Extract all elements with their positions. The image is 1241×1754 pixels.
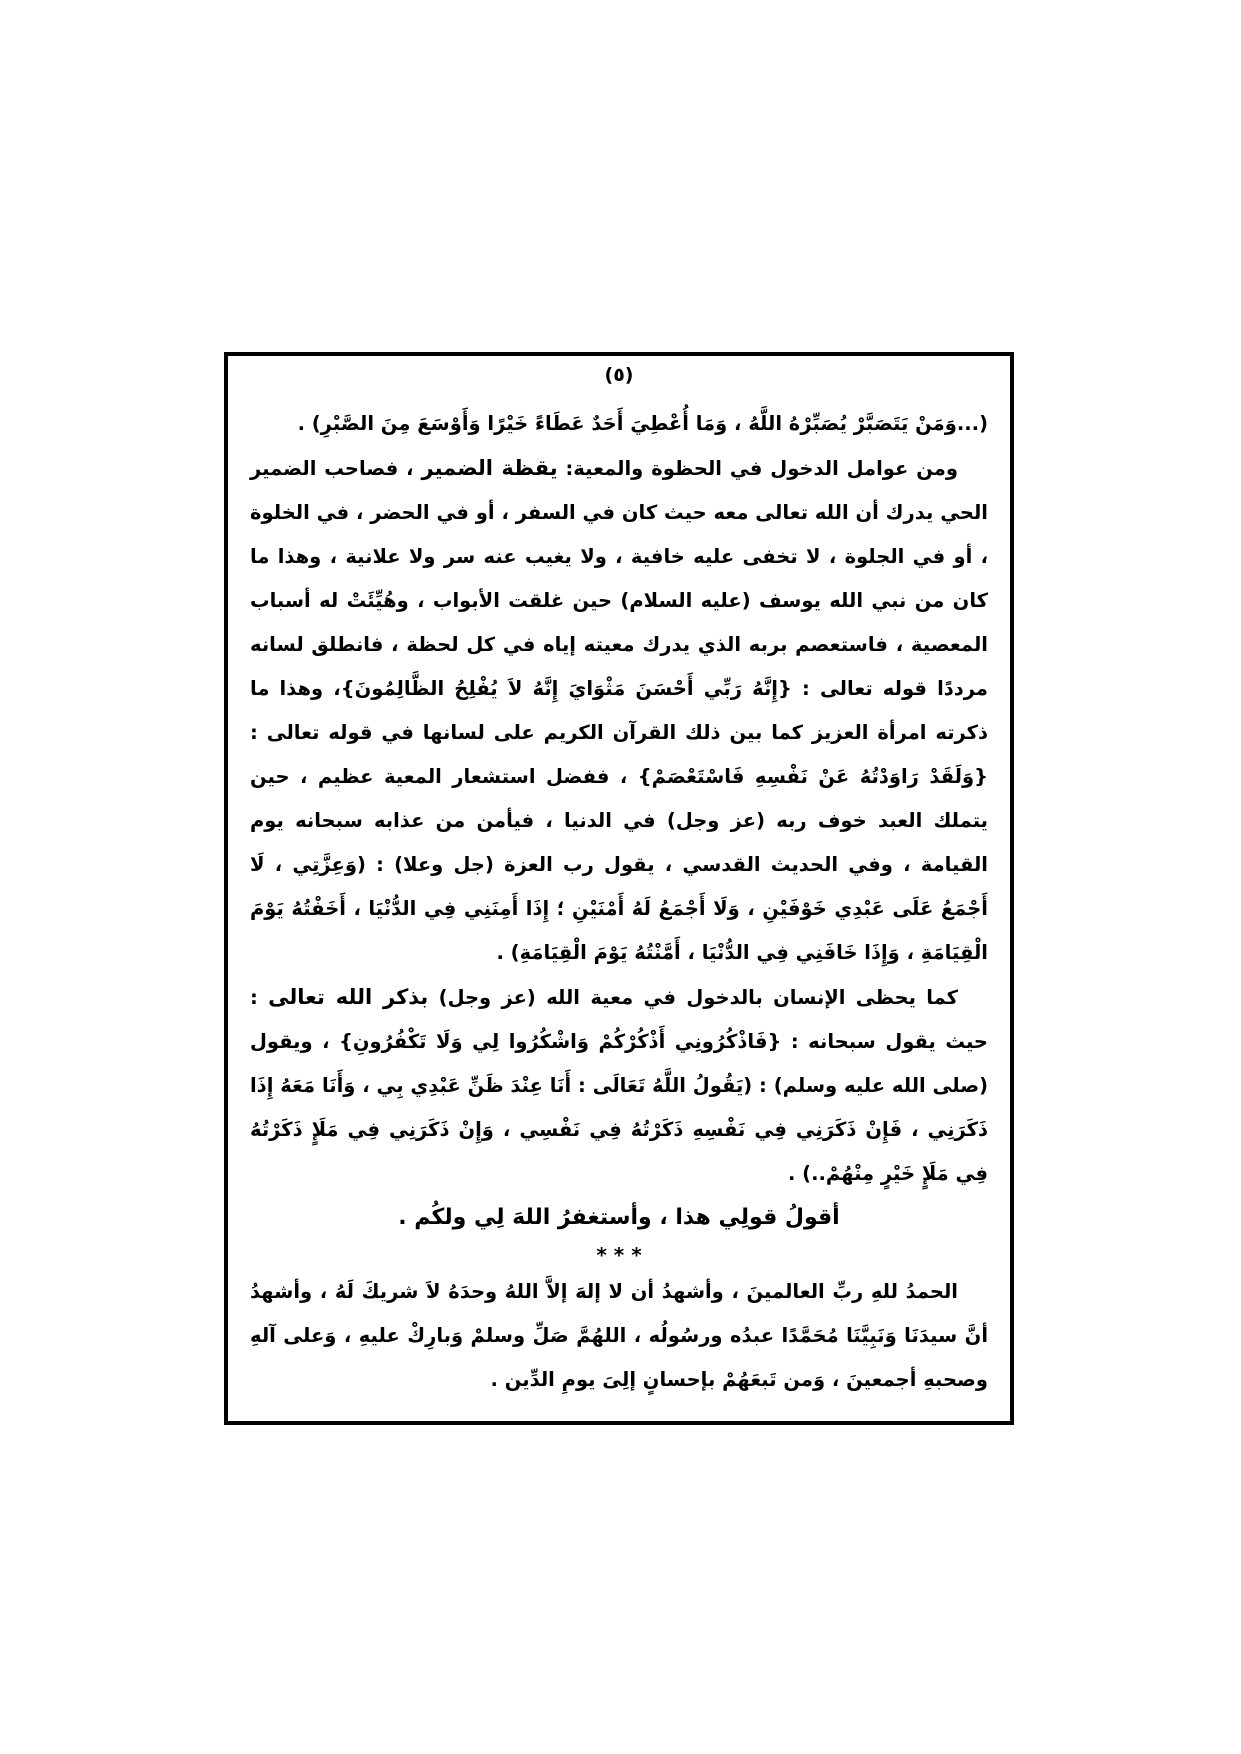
section-separator: * * * xyxy=(596,1243,642,1267)
paragraph-remembrance-intro: كما يحظى الإنسان بالدخول في معية الله (عز وجل) xyxy=(428,986,958,1009)
paragraph-remembrance-body: : حيث يقول سبحانه : {فَاذْكُرُونِي أَذْكُرْكُمْ وَاشْكُرُوا لِي وَلَا تَكْفُرُونِ} ، ويقول (صلى الله عليه وسلم) : (يَقُولُ اللَّهُ تَعَالَى : أَنَا عِنْدَ ظَنِّ عَبْدِي بِي ، وَأَنَا مَعَهُ إِذَا ذَكَرَنِي ، فَإِنْ ذَكَرَنِي فِي نَفْسِهِ ذَكَرْتُهُ فِي نَفْسِي ، وَإِنْ ذَكَرَنِي فِي مَلَإٍ ذَكَرْتُهُ فِي مَلَإٍ خَيْرٍ مِنْهُمْ..) . xyxy=(250,986,988,1185)
highlight-conscience: يقظة الضمير xyxy=(421,456,558,480)
paragraph-conscience xyxy=(250,446,988,975)
paragraph-praise: الحمدُ للهِ ربِّ العالمينَ ، وأشهدُ أن لا إلهَ إلاَّ اللهُ وحدَهُ لاَ شريكَ لَهُ ، وأشهدُ أنَّ سيدَنَا وَنَبِيَّنَا مُحَمَّدًا عبدُه ورسُولُه ، اللهُمَّ صَلِّ وسلمْ وَبارِكْ عليهِ ، وَعلى آلهِ وصحبهِ أجمعينَ ، وَمن تَبعَهُمْ بإحسانٍ إلِىَ يومِ الدِّين . xyxy=(250,1280,988,1391)
paragraph-conscience-body: ، فصاحب الضمير الحي يدرك أن الله تعالى معه حيث كان في السفر ، أو في الحضر ، في الخلوة ، أو في الجلوة ، لا تخفى عليه خافية ، ولا يغيب عنه سر ولا علانية ، وهذا ما كان من نبي الله يوسف (عليه السلام) حين غلقت الأبواب ، وهُيِّئَتْ له أسباب المعصية ، فاستعصم بربه الذي يدرك معيته إياه في كل لحظة ، فانطلق لسانه مرددًا قوله تعالى : {إِنَّهُ رَبِّي أَحْسَنَ مَثْوَايَ إِنَّهُ لاَ يُفْلِحُ الظَّالِمُونَ}، وهذا ما ذكرته امرأة العزيز كما بين ذلك القرآن الكريم على لسانها في قوله تعالى : {وَلَقَدْ رَاوَدْتُهُ عَنْ نَفْسِهِ فَاسْتَعْصَمْ} ، ففضل استشعار المعية عظيم ، حين يتملك العبد خوف ربه (عز وجل) في الدنيا ، فيأمن من عذابه سبحانه يوم القيامة ، وفي الحديث القدسي ، يقول رب العزة (جل وعلا) : (وَعِزَّتِي ، لَا أَجْمَعُ عَلَى عَبْدِي خَوْفَيْنِ ، وَلَا أَجْمَعُ لَهُ أَمْنَيْنِ ؛ إِذَا أَمِنَنِي فِي الدُّنْيَا ، أَخَفْتُهُ يَوْمَ الْقِيَامَةِ ، وَإِذَا خَافَنِي فِي الدُّنْيَا ، أَمَّنْتُهُ يَوْمَ الْقِيَامَةِ) . xyxy=(250,457,988,964)
page-content xyxy=(250,402,988,1402)
page-number: (٥) xyxy=(604,364,634,386)
highlight-remembrance: بذكر الله تعالى xyxy=(268,985,429,1009)
paragraph-conscience-intro: ومن عوامل الدخول في الحظوة والمعية: xyxy=(557,457,958,480)
paragraph-remembrance xyxy=(250,975,988,1196)
closing-statement: أقولُ قولِي هذا ، وأستغفرُ اللهَ لِي ولكُم . xyxy=(398,1205,840,1230)
page-frame xyxy=(224,352,1014,1425)
paragraph-hadith-patience: (...وَمَنْ يَتَصَبَّرْ يُصَبِّرْهُ اللَّهُ ، وَمَا أُعْطِيَ أَحَدٌ عَطَاءً خَيْرًا وَأَوْسَعَ مِنَ الصَّبْرِ) . xyxy=(297,412,988,435)
